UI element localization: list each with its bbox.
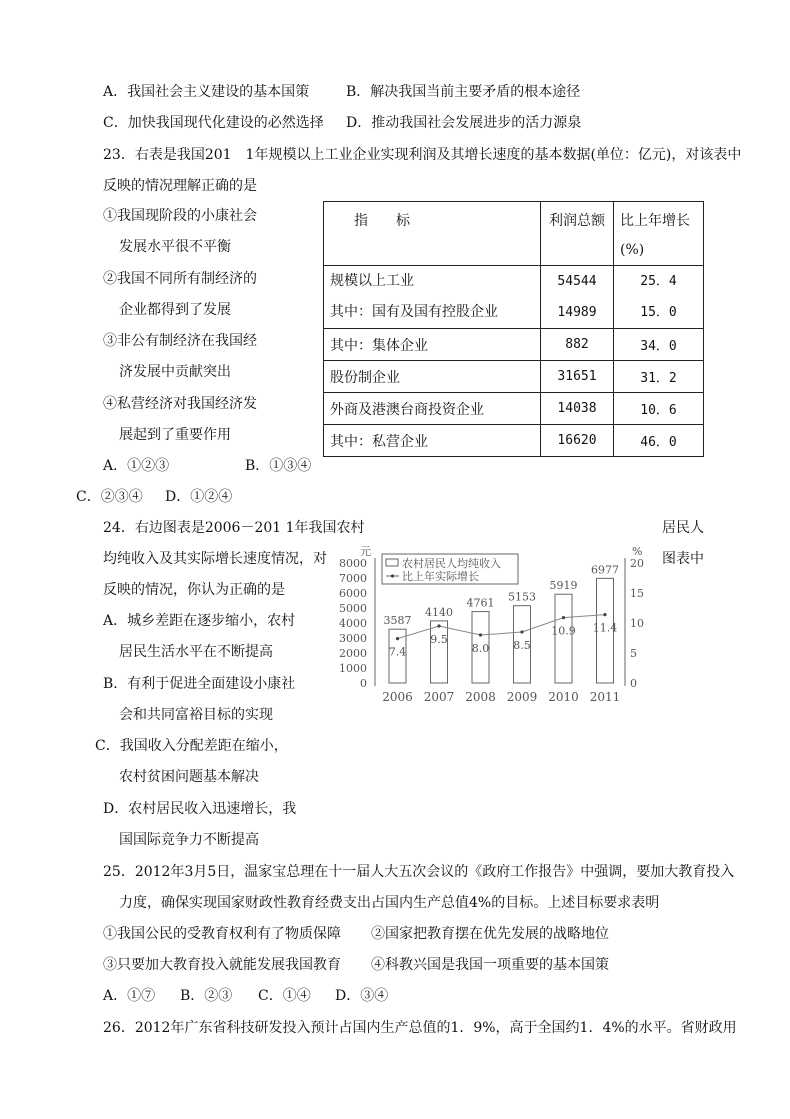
q24-stem-cont: 反映的情况，你认为正确的是 xyxy=(103,582,285,598)
x-tick-label: 2008 xyxy=(465,690,496,704)
growth-value-label: 9.5 xyxy=(430,633,448,646)
row-profit: 882 xyxy=(541,329,614,361)
y-tick-label: 6000 xyxy=(339,587,367,600)
y2-tick-label: 15 xyxy=(630,587,644,600)
q23-item: 发展水平很不平衡 xyxy=(119,239,231,255)
q25-option-d: D．③④ xyxy=(335,988,389,1004)
q24-option-a-cont: 居民生活水平在不断提高 xyxy=(119,644,273,660)
x-tick-label: 2006 xyxy=(382,690,413,704)
q23-option-d: D．①②④ xyxy=(165,489,233,505)
row-growth: 10．6 xyxy=(614,393,704,425)
growth-value-label: 8.0 xyxy=(471,642,490,655)
bar-value-label: 4140 xyxy=(425,605,453,619)
header-growth-label: 比上年增长 xyxy=(620,213,690,229)
q22-option-a: A．我国社会主义建设的基本国策 xyxy=(103,84,310,100)
table-row xyxy=(324,425,704,457)
x-tick-label: 2010 xyxy=(548,690,579,704)
q23-item: 展起到了重要作用 xyxy=(119,427,231,443)
q23-stem: 23．右表是我国201 1年规模以上工业企业实现利润及其增长速度的基本数据(单位：亿元)，对该表中 xyxy=(103,147,742,163)
row-growth: 25．4 15．0 xyxy=(614,266,704,329)
q22-option-c: C．加快我国现代化建设的必然选择 xyxy=(103,115,324,131)
y2-tick-label: 0 xyxy=(630,677,637,690)
growth-value-label: 8.5 xyxy=(513,639,531,652)
y2-tick-label: 10 xyxy=(630,617,644,630)
table-header-row xyxy=(324,202,704,266)
x-tick-label: 2009 xyxy=(506,690,538,704)
table-row xyxy=(324,266,704,329)
q23-option-c: C．②③④ xyxy=(76,489,143,505)
income-chart xyxy=(330,540,650,710)
q25-option-a: A．①⑦ xyxy=(103,988,156,1004)
row-profit: 31651 xyxy=(541,361,614,393)
row-profit: 14038 xyxy=(541,393,614,425)
growth-value-label: 10.9 xyxy=(551,624,576,638)
q24-option-c-cont: 农村贫困问题基本解决 xyxy=(119,769,259,785)
q24-stem-cont: 均纯收入及其实际增长速度情况，对 xyxy=(103,551,327,567)
q24-option-b: B．有利于促进全面建设小康社 xyxy=(103,676,296,692)
y-tick-label: 1000 xyxy=(339,662,367,675)
bar-value-label: 3587 xyxy=(383,614,412,628)
y2-tick-label: 5 xyxy=(630,647,637,660)
q23-item: 企业都得到了发展 xyxy=(119,302,231,318)
q26-stem: 26．2012年广东省科技研发投入预计占国内生产总值的1．9%，高于全国约1．4%的水平。省财政用 xyxy=(103,1020,737,1036)
q23-stem-cont: 反映的情况理解正确的是 xyxy=(103,178,257,194)
legend-line-marker xyxy=(391,574,394,577)
y-tick-label: 8000 xyxy=(339,557,367,570)
q23-item: ②我国不同所有制经济的 xyxy=(103,271,257,287)
y-tick-label: 0 xyxy=(360,677,367,690)
q24-stem-cont-end: 图表中 xyxy=(662,551,704,567)
q22-option-d: D．推动我国社会发展进步的活力源泉 xyxy=(346,115,582,131)
q24-option-d: D．农村居民收入迅速增长，我 xyxy=(103,801,297,817)
legend-line-label: 比上年实际增长 xyxy=(402,570,479,583)
q25-option-b: B．②③ xyxy=(180,988,233,1004)
q25-item-2: ②国家把教育摆在优先发展的战略地位 xyxy=(371,926,609,942)
growth-point xyxy=(562,616,565,619)
q23-item: ③非公有制经济在我国经 xyxy=(103,333,257,349)
growth-point xyxy=(520,630,523,633)
q25-stem: 25．2012年3月5日，温家宝总理在十一届人大五次会议的《政府工作报告》中强调，要加大教育投入 xyxy=(103,864,735,880)
header-growth-unit: (%) xyxy=(620,242,645,258)
row-name: 规模以上工业 其中：国有及国有控股企业 xyxy=(324,266,541,329)
row-profit: 16620 xyxy=(541,425,614,457)
y-tick-label: 3000 xyxy=(339,632,367,645)
q23-option-a: A．①②③ xyxy=(103,458,170,474)
header-indicator: 指 标 xyxy=(324,202,541,266)
growth-point xyxy=(603,613,606,616)
growth-value-label: 7.4 xyxy=(388,645,407,659)
q25-stem-cont: 力度，确保实现国家财政性教育经费支出占国内生产总值4%的目标。上述目标要求表明 xyxy=(119,895,660,911)
legend-bar-label: 农村居民人均纯收入 xyxy=(402,557,501,570)
row-growth: 46．0 xyxy=(614,425,704,457)
y-tick-label: 4000 xyxy=(339,617,367,630)
q25-option-c: C．①④ xyxy=(258,988,311,1004)
legend-bar-swatch xyxy=(386,559,398,566)
x-tick-label: 2007 xyxy=(423,690,455,704)
table-row xyxy=(324,393,704,425)
q24-stem: 24．右边图表是2006－201 1年我国农村 xyxy=(103,520,365,536)
q22-option-b: B．解决我国当前主要矛盾的根本途径 xyxy=(346,84,581,100)
q25-item-1: ①我国公民的受教育权利有了物质保障 xyxy=(103,926,341,942)
profit-table xyxy=(323,201,704,457)
header-growth xyxy=(614,202,704,266)
growth-value-label: 11.4 xyxy=(592,621,618,635)
y2-tick-label: 20 xyxy=(630,557,644,570)
q25-item-3: ③只要加大教育投入就能发展我国教育 xyxy=(103,957,341,973)
y-tick-label: 5000 xyxy=(339,602,367,615)
q24-option-a: A．城乡差距在逐步缩小，农村 xyxy=(103,613,296,629)
bar xyxy=(431,621,448,683)
bar-value-label: 4761 xyxy=(466,596,495,610)
table-row xyxy=(324,329,704,361)
y-tick-label: 7000 xyxy=(339,572,367,585)
y2-axis-label: % xyxy=(632,545,643,558)
row-profit: 54544 14989 xyxy=(541,266,614,329)
bar-value-label: 5919 xyxy=(549,579,578,593)
y-axis-label: 元 xyxy=(360,545,371,558)
row-name: 其中：集体企业 xyxy=(324,329,541,361)
row-name: 其中：私营企业 xyxy=(324,425,541,457)
row-growth: 34．0 xyxy=(614,329,704,361)
q24-option-d-cont: 国国际竞争力不断提高 xyxy=(119,832,259,848)
q24-option-c: C．我国收入分配差距在缩小， xyxy=(95,738,288,754)
q25-item-4: ④科教兴国是我国一项重要的基本国策 xyxy=(371,957,609,973)
q24-stem-end: 居民人 xyxy=(662,520,704,536)
bar-value-label: 6977 xyxy=(591,563,619,577)
header-profit: 利润总额 xyxy=(541,202,614,266)
q23-item: 济发展中贡献突出 xyxy=(119,364,231,380)
growth-point xyxy=(396,637,399,640)
row-name: 外商及港澳台商投资企业 xyxy=(324,393,541,425)
q24-option-b-cont: 会和共同富裕目标的实现 xyxy=(119,707,273,723)
row-growth: 31．2 xyxy=(614,361,704,393)
bar-value-label: 5153 xyxy=(508,590,536,604)
table-row xyxy=(324,361,704,393)
bar xyxy=(555,594,572,683)
q23-item: ①我国现阶段的小康社会 xyxy=(103,208,257,224)
y-tick-label: 2000 xyxy=(339,647,367,660)
x-tick-label: 2011 xyxy=(589,690,621,704)
growth-point xyxy=(479,633,482,636)
growth-point xyxy=(437,624,440,627)
q23-item: ④私营经济对我国经济发 xyxy=(103,396,257,412)
row-name: 股份制企业 xyxy=(324,361,541,393)
q23-option-b: B．①③④ xyxy=(245,458,312,474)
